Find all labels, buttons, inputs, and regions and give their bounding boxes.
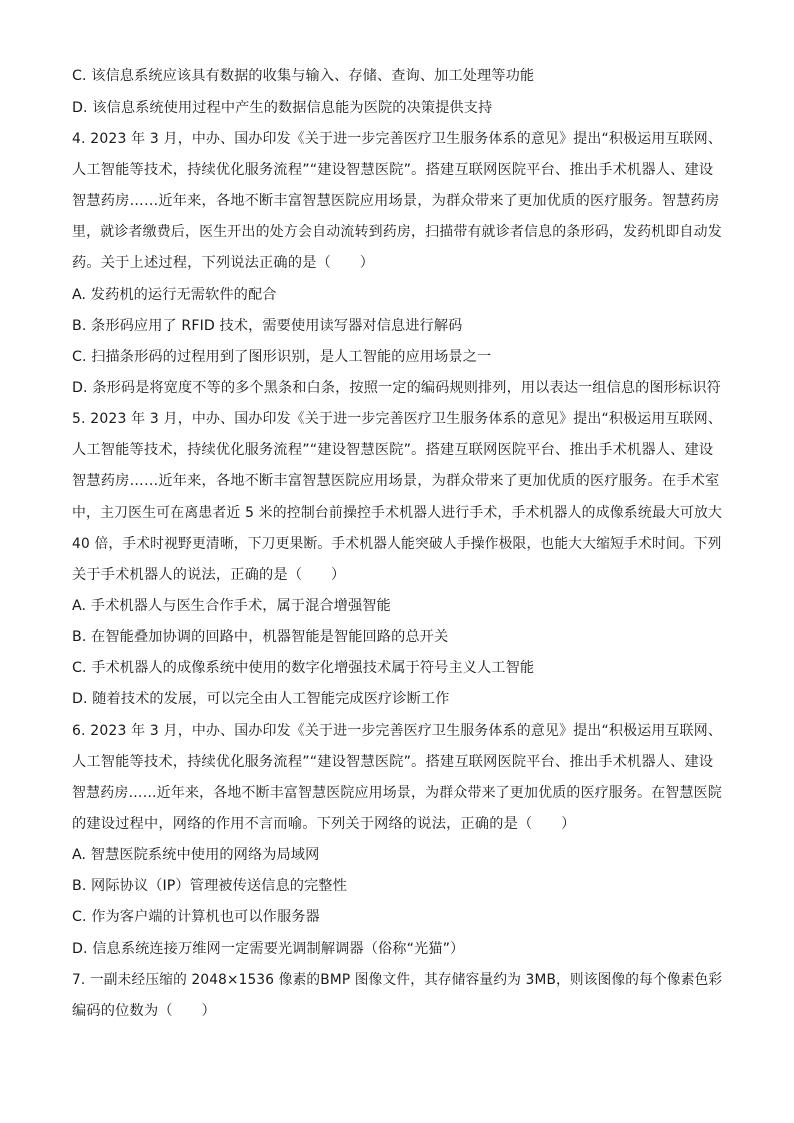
q4-stem-line-2: 人工智能等技术，持续优化服务流程”“建设智慧医院”。搭建互联网医院平台、推出手术机器人、建设 <box>72 162 714 178</box>
q4-stem-line-3: 智慧药房……近年来，各地不断丰富智慧医院应用场景，为群众带来了更加优质的医疗服务。智慧药房 <box>72 193 720 209</box>
q6-stem-line-1: 6. 2023 年 3 月，中办、国办印发《关于进一步完善医疗卫生服务体系的意见》提出“积极运用互联网、 <box>72 723 722 739</box>
q4-option-c: C. 扫描条形码的过程用到了图形识别，是人工智能的应用场景之一 <box>72 349 492 365</box>
q6-option-b: B. 网际协议（IP）管理被传送信息的完整性 <box>72 878 347 894</box>
q4-option-b: B. 条形码应用了 RFID 技术，需要使用读写器对信息进行解码 <box>72 318 463 334</box>
q6-stem-line-2: 人工智能等技术，持续优化服务流程”“建设智慧医院”。搭建互联网医院平台、推出手术机器人、建设 <box>72 754 714 770</box>
q4-option-a: A. 发药机的运行无需软件的配合 <box>72 287 277 303</box>
q4-option-d: D. 条形码是将宽度不等的多个黑条和白条，按照一定的编码规则排列，用以表达一组信息的图形标识符 <box>72 380 721 396</box>
q5-option-a: A. 手术机器人与医生合作手术，属于混合增强智能 <box>72 598 391 614</box>
q5-option-c: C. 手术机器人的成像系统中使用的数字化增强技术属于符号主义人工智能 <box>72 660 535 676</box>
q5-stem-line-1: 5. 2023 年 3 月，中办、国办印发《关于进一步完善医疗卫生服务体系的意见》提出“积极运用互联网、 <box>72 411 722 427</box>
q5-option-d: D. 随着技术的发展，可以完全由人工智能完成医疗诊断工作 <box>72 691 450 707</box>
q5-stem-line-6: 关于手术机器人的说法，正确的是（ ） <box>72 567 346 583</box>
q5-stem-line-3: 智慧药房……近年来，各地不断丰富智慧医院应用场景，为群众带来了更加优质的医疗服务。在手术室 <box>72 473 720 489</box>
q6-stem-line-3: 智慧药房……近年来，各地不断丰富智慧医院应用场景，为群众带来了更加优质的医疗服务。在智慧医院 <box>72 785 722 801</box>
q5-stem-line-2: 人工智能等技术，持续优化服务流程”“建设智慧医院”。搭建互联网医院平台、推出手术机器人、建设 <box>72 442 714 458</box>
q6-stem-line-4: 的建设过程中，网络的作用不言而喻。下列关于网络的说法，正确的是（ ） <box>72 816 576 832</box>
q6-option-a: A. 智慧医院系统中使用的网络为局域网 <box>72 847 320 863</box>
q5-stem-line-4: 中，主刀医生可在离患者近 5 米的控制台前操控手术机器人进行手术，手术机器人的成像系统最大可放大 <box>72 505 723 521</box>
q4-stem-line-5: 药。关于上述过程，下列说法正确的是（ ） <box>72 255 375 271</box>
q5-option-b: B. 在智能叠加协调的回路中，机器智能是智能回路的总开关 <box>72 629 449 645</box>
q7-stem-line-1: 7. 一副未经压缩的 2048×1536 像素的BMP 图像文件，其存储容量约为 3MB，则该图像的每个像素色彩 <box>72 972 723 988</box>
q4-stem-line-4: 里，就诊者缴费后，医生开出的处方会自动流转到药房，扫描带有就诊者信息的条形码，发药机即自动发 <box>72 224 722 240</box>
q7-stem-line-2: 编码的位数为（ ） <box>72 1003 216 1019</box>
q3-option-d: D. 该信息系统使用过程中产生的数据信息能为医院的决策提供支持 <box>72 100 493 116</box>
q3-option-c: C. 该信息系统应该具有数据的收集与输入、存储、查询、加工处理等功能 <box>72 68 535 84</box>
q6-option-c: C. 作为客户端的计算机也可以作服务器 <box>72 909 320 925</box>
q5-stem-line-5: 40 倍，手术时视野更清晰，下刀更果断。手术机器人能突破人手操作极限，也能大大缩短手术时间。下列 <box>72 536 722 552</box>
q4-stem-line-1: 4. 2023 年 3 月，中办、国办印发《关于进一步完善医疗卫生服务体系的意见》提出“积极运用互联网、 <box>72 131 722 147</box>
q6-option-d: D. 信息系统连接万维网一定需要光调制解调器（俗称“光猫”） <box>72 941 465 957</box>
